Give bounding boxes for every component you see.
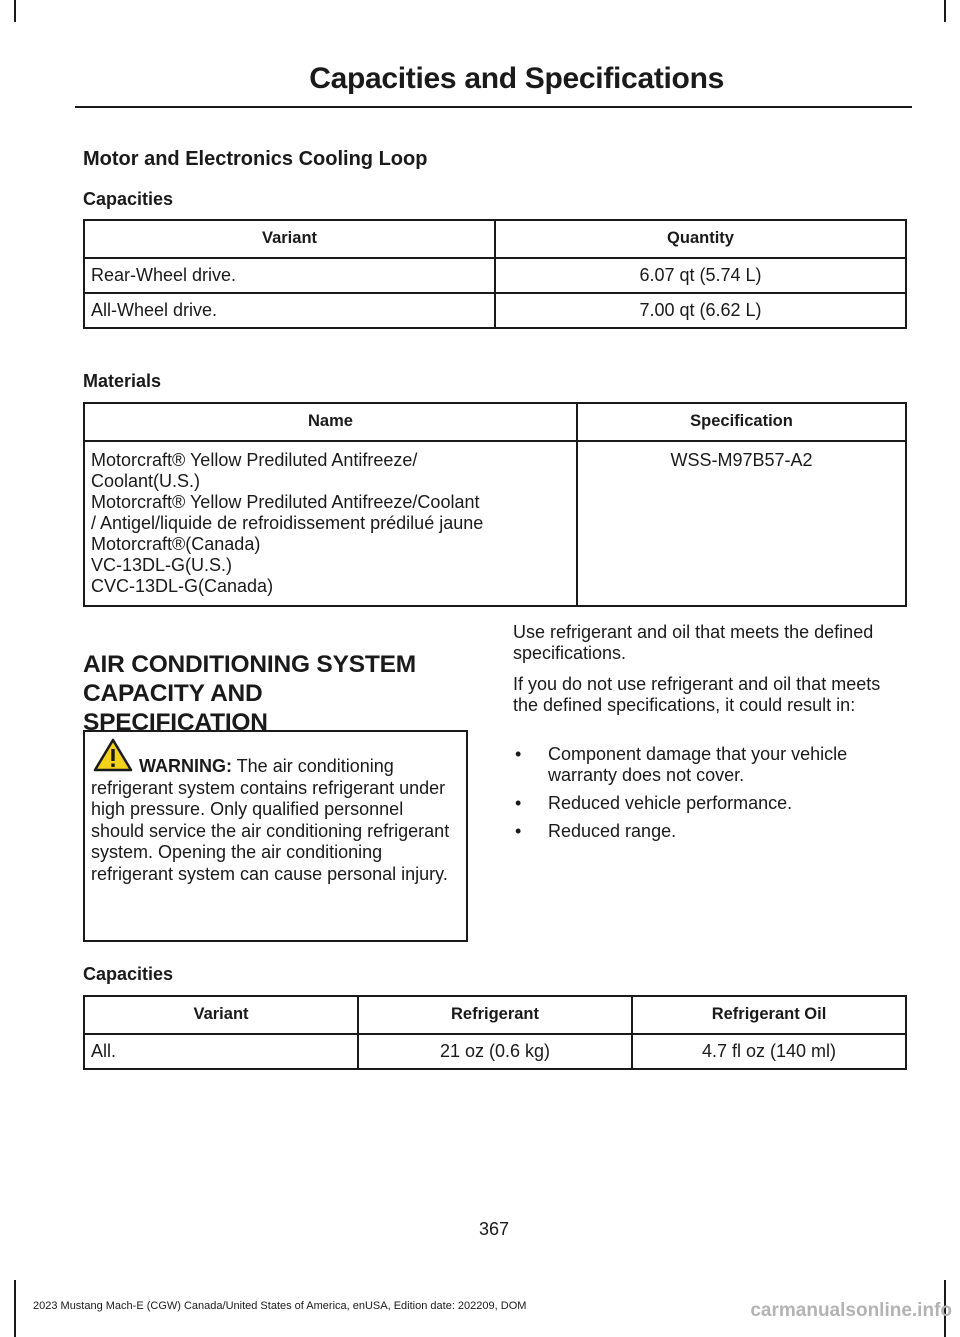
page-number: 367 <box>478 1219 510 1239</box>
table-header-row <box>84 220 906 258</box>
material-specification-cell: WSS-M97B57-A2 <box>577 441 906 606</box>
list-item-text: Reduced range. <box>548 821 677 841</box>
table-cell: 6.07 qt (5.74 L) <box>495 258 906 293</box>
column-header-variant: Variant <box>84 996 358 1034</box>
material-name-line: CVC-13DL-G(Canada) <box>91 576 274 596</box>
page-title: Capacities and Specifications <box>309 62 724 95</box>
table-row <box>84 441 906 606</box>
ac-heading-line: SPECIFICATION <box>83 709 268 736</box>
column-header-variant: Variant <box>84 220 495 258</box>
material-name-line: VC-13DL-G(U.S.) <box>91 555 233 575</box>
table-header-row <box>84 996 906 1034</box>
crop-mark-bottom-left <box>14 1280 16 1337</box>
materials-heading: Materials <box>83 371 162 391</box>
material-name-cell <box>84 441 577 606</box>
cooling-capacities-heading: Capacities <box>83 189 174 209</box>
column-header-refrigerant-oil: Refrigerant Oil <box>632 996 906 1034</box>
list-item-text: Reduced vehicle performance. <box>548 793 793 813</box>
column-header-name: Name <box>84 403 577 441</box>
table-cell: All. <box>84 1034 358 1069</box>
material-name-line: Coolant(U.S.) <box>91 471 201 491</box>
column-header-specification: Specification <box>577 403 906 441</box>
ac-section-heading <box>83 650 473 737</box>
list-item: • Reduced vehicle performance. <box>515 793 793 813</box>
table-cell: 7.00 qt (6.62 L) <box>495 293 906 328</box>
material-name-line: / Antigel/liquide de refroidissement prédilué jaune <box>91 513 484 533</box>
ac-heading-line: CAPACITY AND <box>83 680 263 707</box>
header-divider <box>75 106 912 108</box>
table-cell: 4.7 fl oz (140 ml) <box>632 1034 906 1069</box>
warning-box <box>83 730 468 942</box>
edition-footer: 2023 Mustang Mach-E (CGW) Canada/United States of America, enUSA, Edition date: 202209, DOM <box>33 1300 527 1312</box>
material-name-line: Motorcraft®(Canada) <box>91 534 261 554</box>
warning-text: The air conditioning refrigerant system contains refrigerant under high pressure. Only qualified personnel should service the air conditioning refrigerant system. Opening the air conditioning refrigerant system can cause personal injury. <box>91 756 450 884</box>
table-row <box>84 293 906 328</box>
cooling-capacities-table <box>83 219 907 329</box>
warning-triangle-icon <box>93 738 133 772</box>
table-header-row <box>84 403 906 441</box>
list-item: • Reduced range. <box>515 821 677 841</box>
materials-table <box>83 402 907 607</box>
warning-label: WARNING: <box>139 756 232 776</box>
ac-capacities-heading: Capacities <box>83 964 174 984</box>
watermark: carmanualsonline.info <box>750 1300 952 1321</box>
column-header-refrigerant: Refrigerant <box>358 996 632 1034</box>
table-cell: All-Wheel drive. <box>84 293 495 328</box>
consequence-list <box>513 744 893 849</box>
material-name-line: Motorcraft® Yellow Prediluted Antifreeze/Coolant <box>91 492 480 512</box>
ac-capacities-table <box>83 995 907 1070</box>
ac-heading-line: AIR CONDITIONING SYSTEM <box>83 651 416 678</box>
table-row <box>84 258 906 293</box>
list-item-text: Component damage that your vehicle warranty does not cover. <box>548 744 848 785</box>
table-cell: 21 oz (0.6 kg) <box>358 1034 632 1069</box>
table-cell: Rear-Wheel drive. <box>84 258 495 293</box>
table-row <box>84 1034 906 1069</box>
crop-mark-top-right <box>944 0 946 22</box>
list-item: • Component damage that your vehicle warranty does not cover. <box>515 744 848 785</box>
consequence-paragraph: If you do not use refrigerant and oil that meets the defined specifications, it could result in: <box>513 674 881 715</box>
cooling-loop-heading: Motor and Electronics Cooling Loop <box>83 148 428 170</box>
column-header-quantity: Quantity <box>495 220 906 258</box>
spec-paragraph: Use refrigerant and oil that meets the defined specifications. <box>513 622 874 663</box>
material-name-line: Motorcraft® Yellow Prediluted Antifreeze/ <box>91 450 418 470</box>
crop-mark-top-left <box>14 0 16 22</box>
